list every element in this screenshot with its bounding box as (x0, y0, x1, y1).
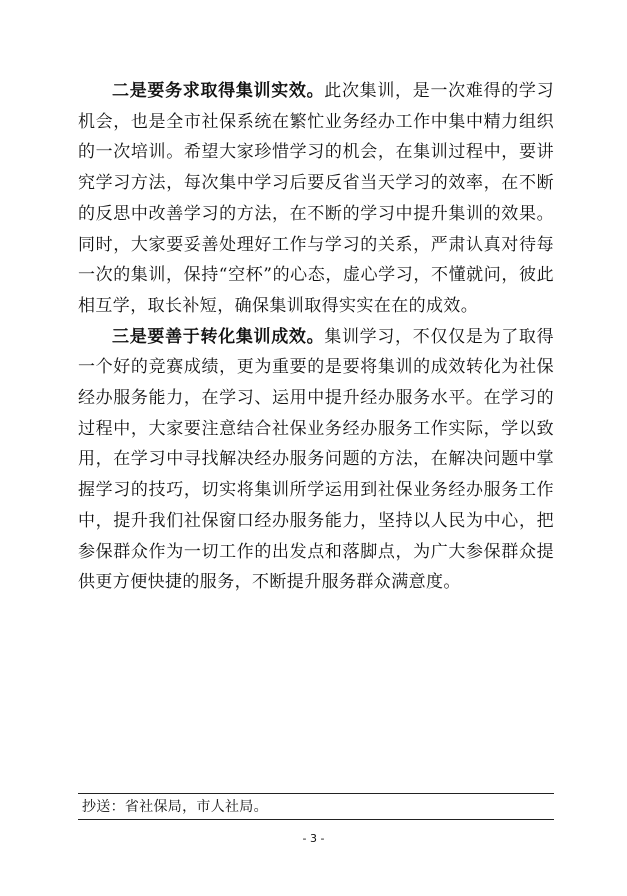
paragraph-3-heading: 三是要善于转化集训成效。 (112, 326, 325, 347)
paragraph-3 (78, 322, 554, 598)
cc-line: 抄送：省社保局，市人社局。 (82, 799, 268, 815)
paragraph-2-heading: 二是要务求取得集训实效。 (112, 81, 325, 101)
paragraph-2-text: 此次集训，是一次难得的学习机会，也是全市社保系统在繁忙业务经办工作中集中精力组织的一次培训。希望大家珍惜学习的机会，在集训过程中，要讲究学习方法，每次集中学习后要反省当天学习的效率，在不断的反思中改善学习的方法，在不断的学习中提升集训的效果。同时，大家要妥善处理好工作与学习的关系，严肃认真对待每一次的集训，保持“空杯”的心态，虚心学习，不懂就问，彼此相互学，取长补短，确保集训取得实实在在的成效。 (78, 81, 554, 316)
cc-top-divider (78, 793, 554, 794)
page-number: - 3 - (302, 832, 325, 845)
paragraph-2 (78, 76, 554, 322)
paragraph-3-text: 集训学习，不仅仅是为了取得一个好的竞赛成绩，更为重要的是要将集训的成效转化为社保经办服务能力，在学习、运用中提升经办服务水平。在学习的过程中，大家要注意结合社保业务经办服务工作实际，学以致用，在学习中寻找解决经办服务问题的方法，在解决问题中掌握学习的技巧，切实将集训所学运用到社保业务经办服务工作中，提升我们社保窗口经办服务能力，坚持以人民为中心，把参保群众作为一切工作的出发点和落脚点，为广大参保群众提供更方便快捷的服务，不断提升服务群众满意度。 (78, 326, 554, 593)
cc-bottom-divider (78, 819, 554, 820)
document-body (78, 76, 554, 598)
